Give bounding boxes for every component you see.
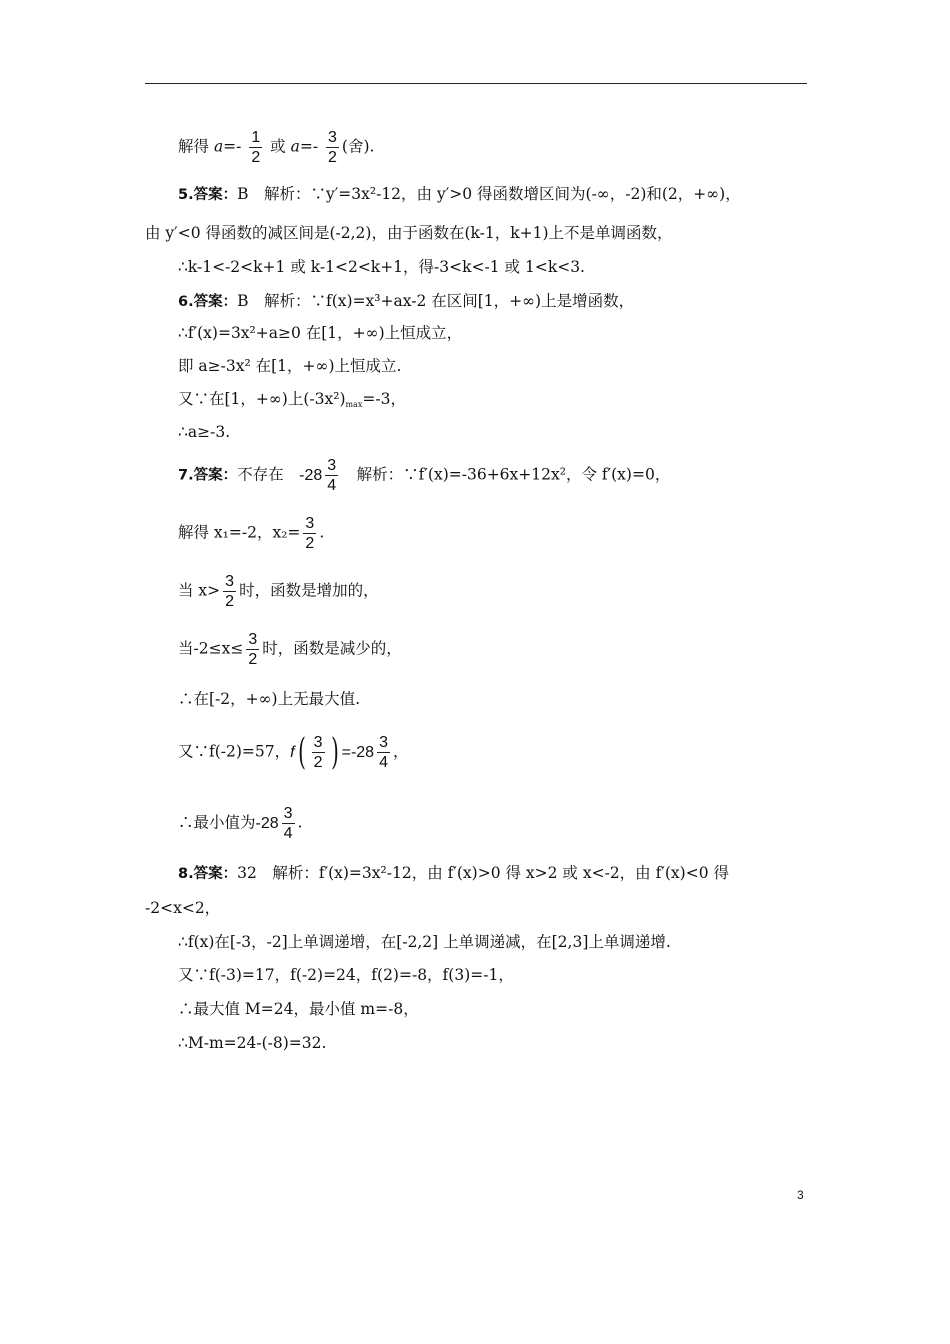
numerator: 1 [251,129,261,146]
page-number: 3 [797,1188,804,1202]
text: 即 a≥-3x² 在[1，+∞)上恒成立. [178,357,402,375]
answer-7 [178,456,670,495]
line [178,688,360,710]
text: a=- [213,137,247,156]
text: B 解析：∵f(x)=x³+ax-2 在区间[1，+∞)上是增函数， [237,292,635,310]
text: 解析：∵f′(x)=-36+6x+12x²，令 f′(x)=0， [341,465,671,484]
subscript: max [345,400,363,409]
fraction [246,630,259,669]
mixed-number: =-28 [341,743,375,761]
denominator: 2 [251,149,261,166]
text: 解得 [178,137,214,156]
text: =-3， [362,390,406,408]
text: 不存在 [237,465,300,484]
fraction [312,733,325,772]
answer-8 [178,862,729,885]
text: ∴最大值 M=24，最小值 m=-8， [178,1000,419,1018]
text: a=- [290,137,324,156]
numerator: 3 [327,457,337,474]
text: 又∵f(-3)=17，f(-2)=24，f(2)=-8，f(3)=-1， [178,966,514,984]
denominator: 2 [328,149,337,166]
text: ∴在[-2，+∞)上无最大值. [178,690,361,708]
line [178,630,402,669]
line [178,388,406,416]
answer-5 [178,183,741,206]
mixed-number: -28 [299,466,323,484]
answer-label: 6.答案： [178,294,238,310]
answer-label: 7.答案： [178,467,238,484]
numerator: 3 [328,129,337,146]
text: 又∵f(-2)=57， [178,742,291,761]
mixed-number: -28 [255,814,279,832]
text: B 解析：∵y′=3x²-12，由 y′>0 得函数增区间为(-∞，-2)和(2，+∞)， [237,185,741,203]
fraction [223,572,236,611]
header-rule [145,83,807,84]
line [178,964,514,986]
line [178,931,671,953]
line [178,804,302,843]
line [178,733,408,772]
denominator: 4 [379,754,388,771]
fraction [282,804,295,843]
text: ∴f′(x)=3x²+a≥0 在[1，+∞)上恒成立， [178,324,463,342]
answer-6 [178,290,634,313]
numerator: 3 [313,734,323,751]
denominator: 2 [305,535,315,552]
numerator: 3 [379,734,388,751]
line [145,897,220,919]
line [178,1032,326,1054]
left-paren: ( [297,731,306,773]
text: ∴M-m=24-(-8)=32. [178,1034,327,1052]
numerator: 3 [248,631,258,648]
line [178,514,324,553]
line [178,322,462,344]
right-paren: ) [330,731,339,773]
text: . [297,813,303,832]
line [178,355,401,377]
text: . [319,523,325,542]
text: ∴k-1<-2<k+1 或 k-1<2<k+1，得-3<k<-1 或 1<k<3. [178,258,585,276]
text: 由 y′<0 得函数的减区间是(-2,2)，由于函数在(k-1，k+1)上不是单调函数， [145,224,673,242]
denominator: 2 [225,593,235,610]
fraction [303,514,316,553]
text: ∴a≥-3. [178,423,231,441]
text: 32 解析：f′(x)=3x²-12，由 f′(x)>0 得 x>2 或 x<-2，由 f′(x)<0 得 [237,864,729,882]
numerator: 3 [283,805,293,822]
denominator: 2 [313,754,323,771]
line [178,998,419,1020]
text: 时，函数是增加的， [239,581,379,600]
text: -2<x<2， [145,899,221,917]
line [178,421,230,443]
text: 解得 x₁=-2，x₂= [178,523,301,542]
line [178,256,585,278]
text: ∴f(x)在[-3，-2]上单调递增，在[-2,2] 上单调递减，在[2,3]上单调递增. [178,933,671,951]
line-solve-a [178,128,374,167]
text: (舍). [341,137,375,156]
fraction [325,456,338,495]
text: ∴最小值为 [178,813,256,832]
line [145,222,673,244]
denominator: 2 [248,651,258,668]
text: 当 x> [178,581,221,600]
numerator: 3 [305,515,315,532]
answer-label: 5.答案： [178,187,238,203]
text: 时，函数是减少的， [262,639,402,658]
fraction [249,128,262,167]
text: 又∵在[1，+∞)上(-3x²) [178,390,346,408]
line [178,572,379,611]
function-f: f [290,743,295,761]
answer-label: 8.答案： [178,866,238,882]
numerator: 3 [225,573,235,590]
denominator: 4 [327,477,337,494]
denominator: 4 [283,825,293,842]
text: 当-2≤x≤ [178,639,244,658]
text: 或 [265,137,291,156]
text: ， [392,742,409,761]
fraction [326,128,339,167]
fraction [377,733,390,772]
